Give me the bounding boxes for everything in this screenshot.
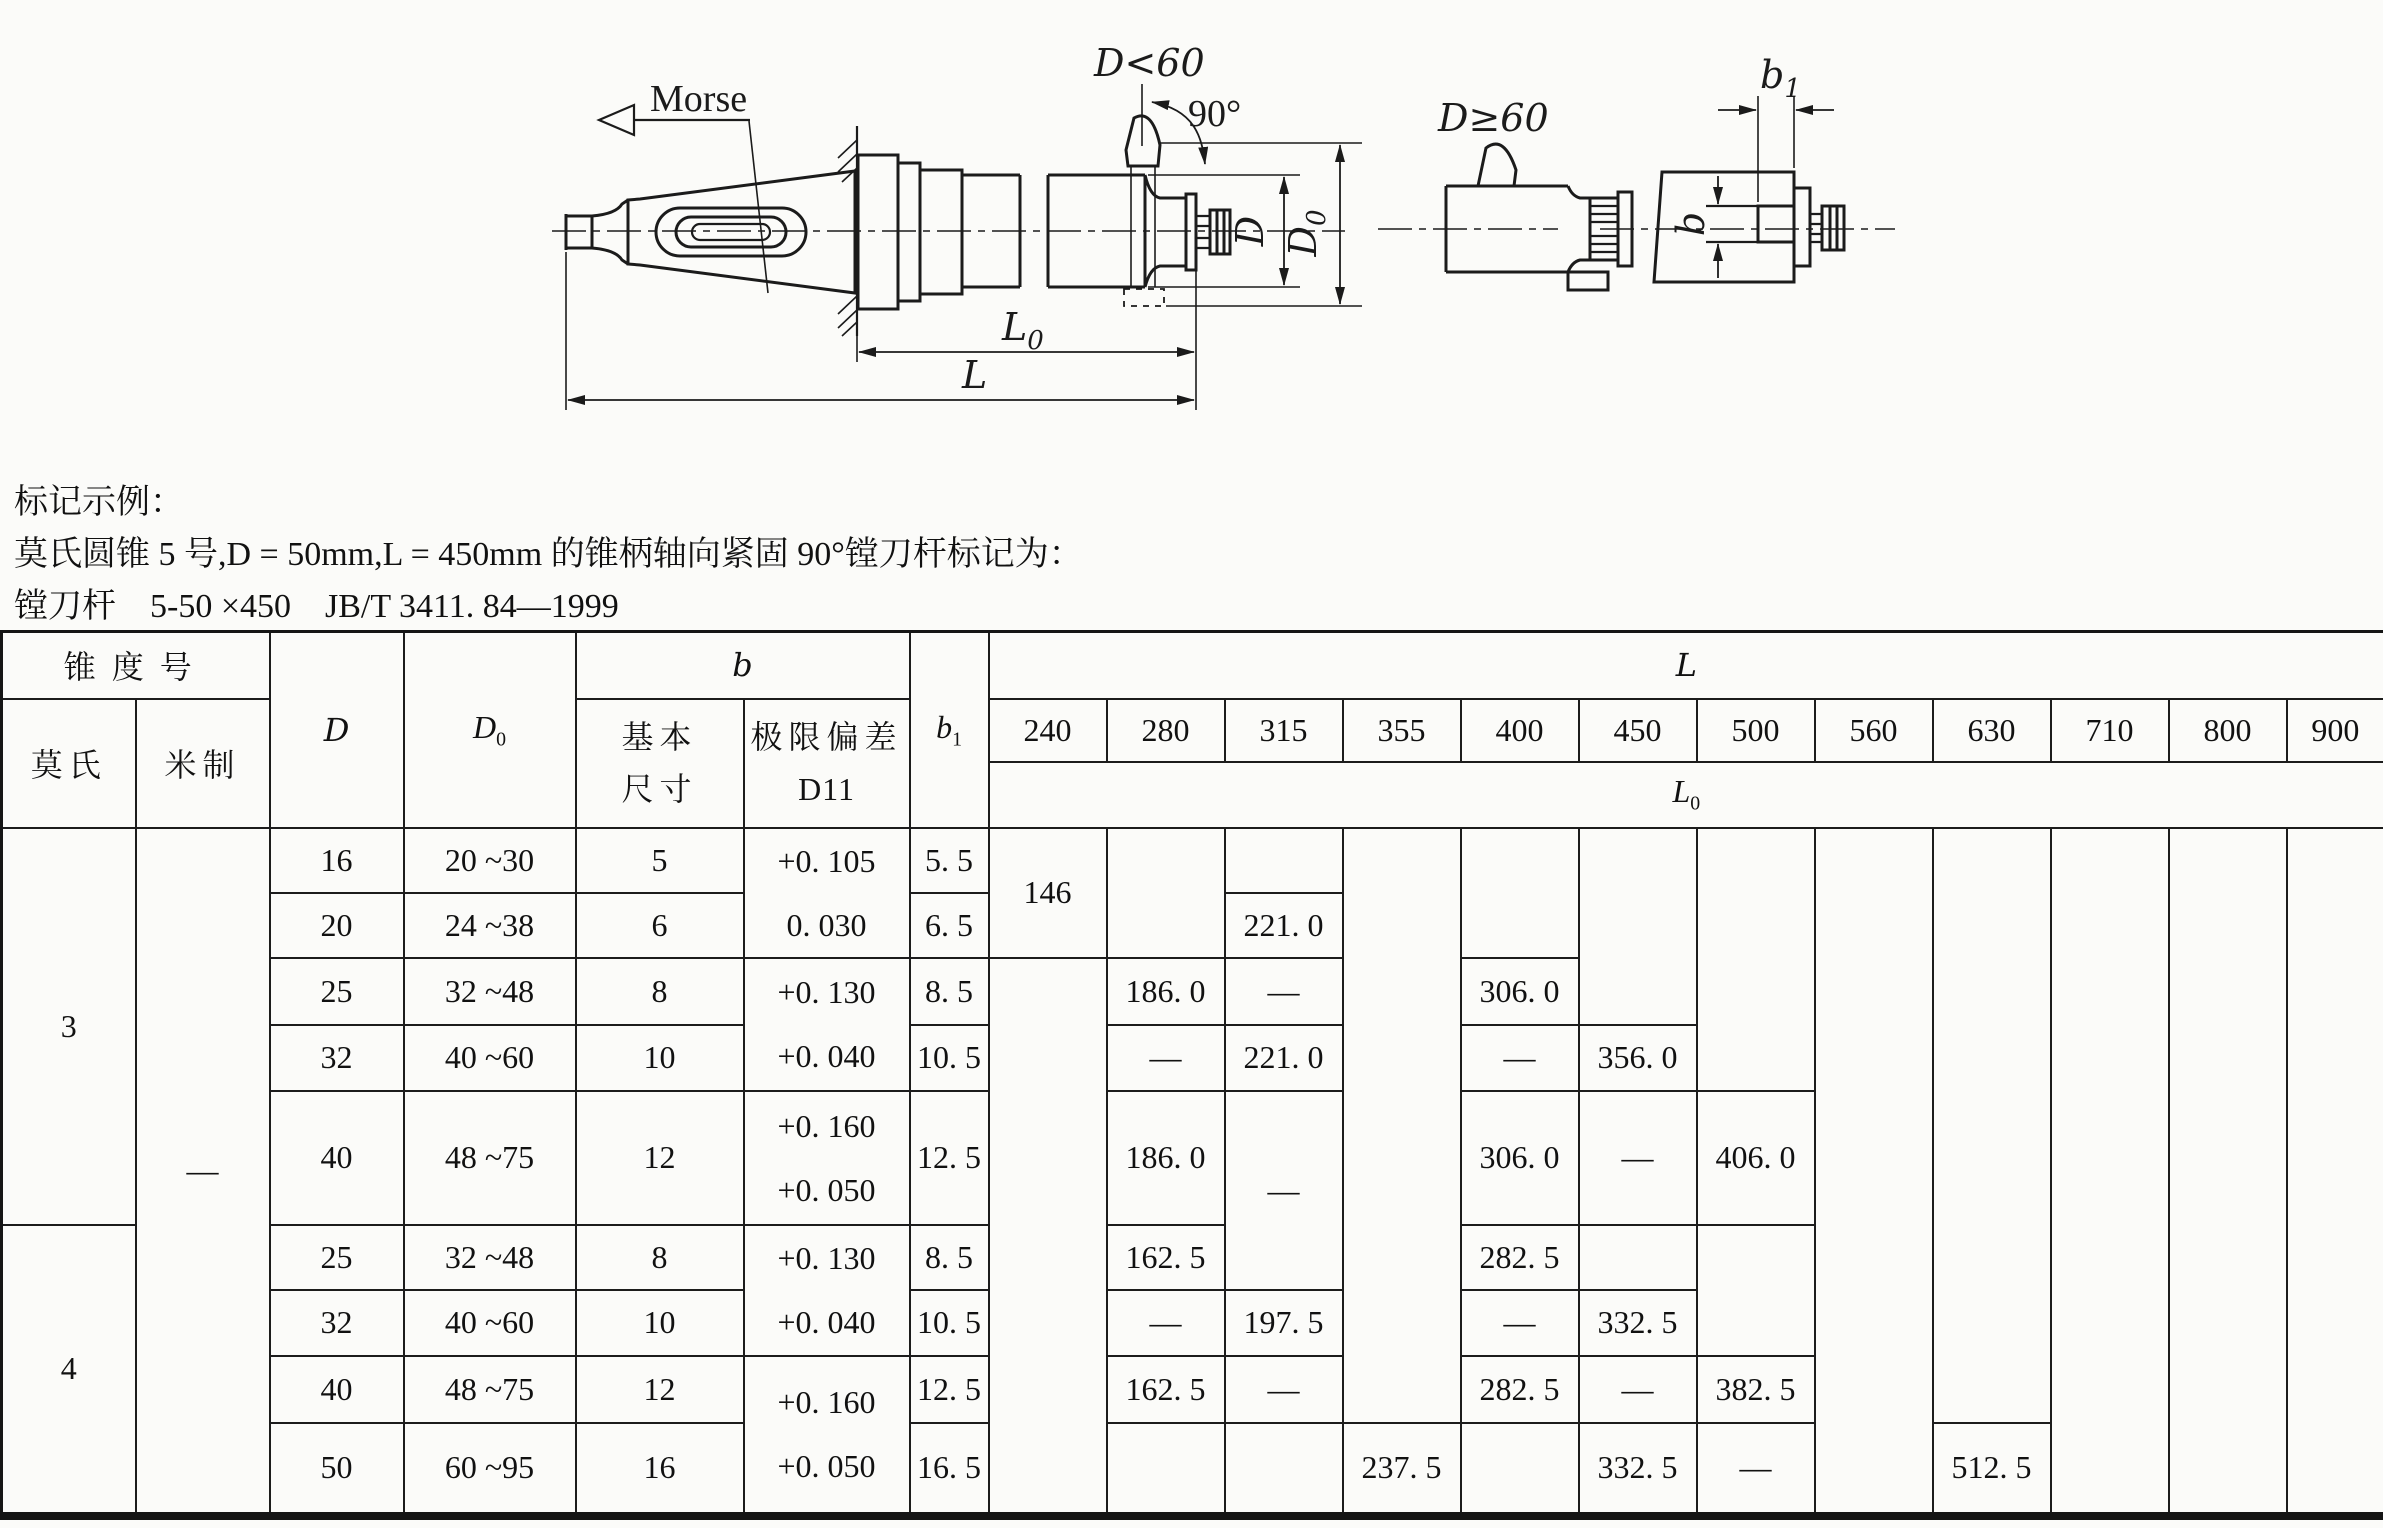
cell-deviation: +0. 105 0. 030 bbox=[744, 828, 910, 958]
l0-cell: — bbox=[1107, 1025, 1225, 1091]
empty-cell bbox=[1461, 1423, 1579, 1516]
empty-cell bbox=[1579, 1225, 1697, 1290]
cell-b1: 6. 5 bbox=[910, 893, 989, 958]
figure-d-lt-60 bbox=[552, 41, 1362, 410]
l0-cell: 221. 0 bbox=[1225, 893, 1343, 958]
cell-b1: 5. 5 bbox=[910, 828, 989, 893]
cell-d: 50 bbox=[270, 1423, 404, 1516]
l0-cell: 512. 5 bbox=[1933, 1423, 2051, 1516]
th-l: L bbox=[989, 632, 2383, 699]
cell-d0: 32 ~48 bbox=[404, 1225, 576, 1290]
th-d0: $D_0$ bbox=[404, 632, 576, 828]
cell-deviation: +0. 130 +0. 040 bbox=[744, 958, 910, 1091]
cell-b: 12 bbox=[576, 1356, 744, 1423]
l0-cell: — bbox=[1461, 1025, 1579, 1091]
l0-cell: — bbox=[1225, 958, 1343, 1025]
cell-b1: 12. 5 bbox=[910, 1091, 989, 1225]
b-dim-label: b bbox=[1669, 211, 1713, 237]
metric-dash: — bbox=[136, 828, 270, 1516]
l0-cell: 162. 5 bbox=[1107, 1356, 1225, 1423]
l0-cell: 382. 5 bbox=[1697, 1356, 1815, 1423]
cell-b1: 12. 5 bbox=[910, 1356, 989, 1423]
empty-cell bbox=[1107, 828, 1225, 958]
th-morse: 莫氏 bbox=[2, 699, 136, 828]
cell-b1: 8. 5 bbox=[910, 958, 989, 1025]
cell-d: 25 bbox=[270, 958, 404, 1025]
th-l-800: 800 bbox=[2169, 699, 2287, 762]
l0-cell: 221. 0 bbox=[1225, 1025, 1343, 1091]
l0-cell: 406. 0 bbox=[1697, 1091, 1815, 1225]
empty-cell bbox=[2287, 828, 2383, 1516]
cell-b: 6 bbox=[576, 893, 744, 958]
l0-cell: 332. 5 bbox=[1579, 1290, 1697, 1356]
cell-b: 10 bbox=[576, 1290, 744, 1356]
figure-d-ge-60 bbox=[1378, 53, 1895, 290]
l0-cell: 186. 0 bbox=[1107, 958, 1225, 1025]
cell-deviation: +0. 160 +0. 050 bbox=[744, 1091, 910, 1225]
cell-b: 12 bbox=[576, 1091, 744, 1225]
l0-cell: — bbox=[1697, 1423, 1815, 1516]
l0-cell: 282. 5 bbox=[1461, 1356, 1579, 1423]
cell-b: 10 bbox=[576, 1025, 744, 1091]
th-taper-no: 锥度号 bbox=[2, 632, 270, 699]
cell-d: 20 bbox=[270, 893, 404, 958]
cell-b: 16 bbox=[576, 1423, 744, 1516]
cell-d0: 60 ~95 bbox=[404, 1423, 576, 1516]
cell-b: 8 bbox=[576, 1225, 744, 1290]
cell-d0: 40 ~60 bbox=[404, 1025, 576, 1091]
empty-cell bbox=[1343, 828, 1461, 1423]
angle-90-label: 90° bbox=[1188, 93, 1242, 135]
d0-dim-label: $D_0$ bbox=[1281, 209, 1332, 257]
cell-d0: 48 ~75 bbox=[404, 1091, 576, 1225]
morse-taper-3: 3 bbox=[2, 828, 136, 1225]
cell-d: 40 bbox=[270, 1091, 404, 1225]
empty-cell bbox=[1697, 1225, 1815, 1356]
empty-cell bbox=[1815, 828, 1933, 1516]
th-l-500: 500 bbox=[1697, 699, 1815, 762]
cell-d0: 20 ~30 bbox=[404, 828, 576, 893]
cell-d0: 24 ~38 bbox=[404, 893, 576, 958]
l0-cell: — bbox=[1225, 1356, 1343, 1423]
empty-cell bbox=[1933, 828, 2051, 1423]
empty-cell bbox=[1579, 828, 1697, 1025]
empty-cell bbox=[2169, 828, 2287, 1516]
empty-cell bbox=[1107, 1423, 1225, 1516]
l0-cell: 282. 5 bbox=[1461, 1225, 1579, 1290]
l0-cell-146: 146 bbox=[989, 828, 1107, 958]
d-lt-60-label: D<60 bbox=[1094, 41, 1205, 85]
empty-cell bbox=[1697, 828, 1815, 1091]
l0-cell: 306. 0 bbox=[1461, 958, 1579, 1025]
th-l-900: 900 bbox=[2287, 699, 2383, 762]
cell-b: 5 bbox=[576, 828, 744, 893]
empty-cell bbox=[989, 958, 1107, 1516]
l0-cell: — bbox=[1107, 1290, 1225, 1356]
l0-cell: 186. 0 bbox=[1107, 1091, 1225, 1225]
l0-cell: 332. 5 bbox=[1579, 1423, 1697, 1516]
l0-cell: 237. 5 bbox=[1343, 1423, 1461, 1516]
l0-cell: — bbox=[1225, 1091, 1343, 1290]
cell-deviation: +0. 130 +0. 040 bbox=[744, 1225, 910, 1356]
l-dim-label: L bbox=[962, 353, 988, 397]
th-l-710: 710 bbox=[2051, 699, 2169, 762]
cell-d: 32 bbox=[270, 1290, 404, 1356]
l0-cell: 162. 5 bbox=[1107, 1225, 1225, 1290]
l0-cell: 356. 0 bbox=[1579, 1025, 1697, 1091]
empty-cell bbox=[2051, 828, 2169, 1516]
empty-cell bbox=[1225, 828, 1343, 893]
cell-d: 16 bbox=[270, 828, 404, 893]
l0-cell: — bbox=[1579, 1091, 1697, 1225]
th-metric: 米制 bbox=[136, 699, 270, 828]
cell-b1: 16. 5 bbox=[910, 1423, 989, 1516]
th-b1: $b_1$ bbox=[910, 632, 989, 828]
cell-b1: 8. 5 bbox=[910, 1225, 989, 1290]
cell-b: 8 bbox=[576, 958, 744, 1025]
cell-d: 32 bbox=[270, 1025, 404, 1091]
technical-drawing bbox=[0, 0, 2383, 468]
th-l-315: 315 bbox=[1225, 699, 1343, 762]
l0-cell: — bbox=[1579, 1356, 1697, 1423]
th-l-400: 400 bbox=[1461, 699, 1579, 762]
th-l-280: 280 bbox=[1107, 699, 1225, 762]
th-d: D bbox=[270, 632, 404, 828]
th-limit-deviation: 极限偏差 D11 bbox=[744, 699, 910, 828]
cell-deviation: +0. 160 +0. 050 bbox=[744, 1356, 910, 1516]
morse-label: Morse bbox=[650, 78, 748, 120]
th-b: b bbox=[576, 632, 910, 699]
l0-dim-label: $L_0$ bbox=[1002, 305, 1044, 356]
d-ge-60-label: D≥60 bbox=[1438, 96, 1549, 140]
spec-table bbox=[0, 630, 2383, 1520]
cell-d0: 40 ~60 bbox=[404, 1290, 576, 1356]
l0-cell: 306. 0 bbox=[1461, 1091, 1579, 1225]
th-l0: $L_0$ bbox=[989, 762, 2383, 828]
cell-b1: 10. 5 bbox=[910, 1290, 989, 1356]
empty-cell bbox=[1461, 828, 1579, 958]
marking-example-title: 标记示例： bbox=[14, 484, 184, 521]
marking-example-description: 莫氏圆锥 5 号,D = 50mm,L = 450mm 的锥柄轴向紧固 90°镗刀杆标记为： bbox=[14, 536, 1083, 573]
th-l-450: 450 bbox=[1579, 699, 1697, 762]
cell-b1: 10. 5 bbox=[910, 1025, 989, 1091]
th-l-630: 630 bbox=[1933, 699, 2051, 762]
th-l-560: 560 bbox=[1815, 699, 1933, 762]
empty-cell bbox=[1225, 1423, 1343, 1516]
b1-dim-label: $b_1$ bbox=[1760, 53, 1801, 104]
morse-taper-4: 4 bbox=[2, 1225, 136, 1516]
d-dim-label: D bbox=[1228, 215, 1272, 247]
marking-example-designation: 镗刀杆 5-50 ×450 JB/T 3411. 84—1999 bbox=[14, 588, 619, 625]
cell-d: 40 bbox=[270, 1356, 404, 1423]
cell-d0: 32 ~48 bbox=[404, 958, 576, 1025]
th-basic-size: 基本 尺寸 bbox=[576, 699, 744, 828]
th-l-240: 240 bbox=[989, 699, 1107, 762]
l0-cell: — bbox=[1461, 1290, 1579, 1356]
cell-d0: 48 ~75 bbox=[404, 1356, 576, 1423]
cell-d: 25 bbox=[270, 1225, 404, 1290]
l0-cell: 197. 5 bbox=[1225, 1290, 1343, 1356]
th-l-355: 355 bbox=[1343, 699, 1461, 762]
